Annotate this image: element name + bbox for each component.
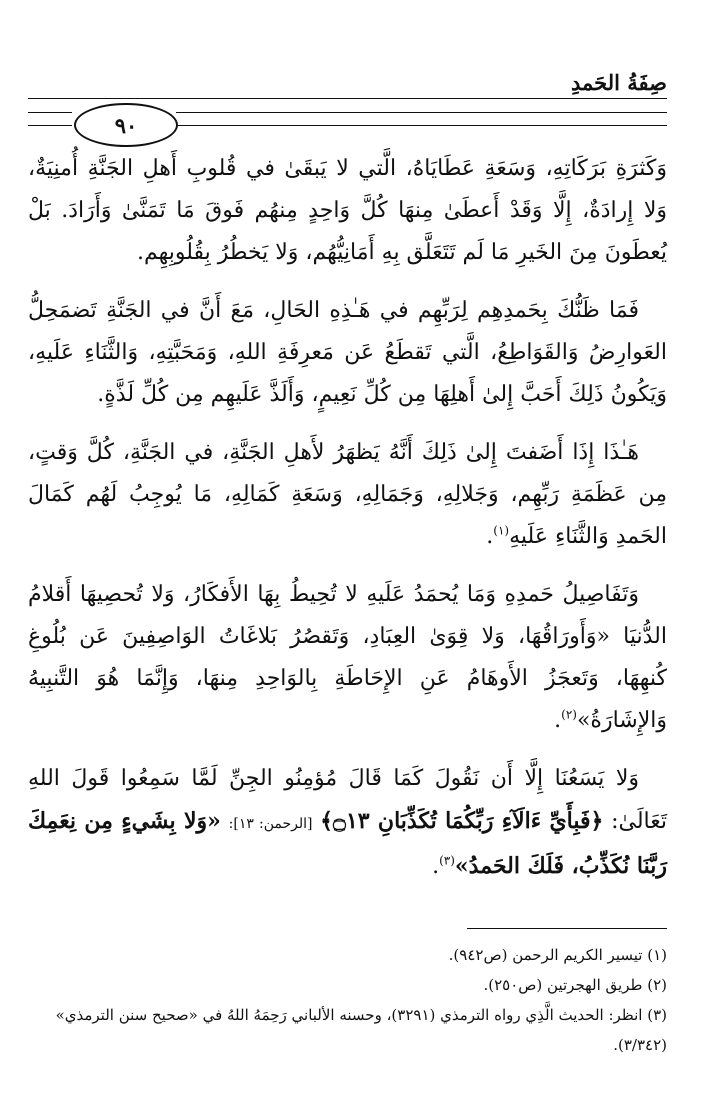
header-rule: [28, 98, 667, 99]
main-text: [28, 148, 667, 904]
paragraph-5-intro: وَلا يَسَعُنَا إِلَّا أَن نَقُولَ كَمَا قَالَ مُؤمِنُو الجِنِّ لَمَّا سَمِعُوا قَولَ اللهِ تَعَالَىٰ:: [28, 766, 668, 834]
verse-citation: [الرحمن: ١٣]:: [228, 816, 313, 832]
footnotes: [28, 940, 667, 1060]
quran-verse: ﴿فَبِأَيِّ ءَالَآءِ رَبِّكُمَا تُكَذِّبَانِ ۝١٣﴾: [320, 808, 604, 834]
jinn-quote: «وَلا بِشَيءٍ مِن نِعَمِكَ رَبَّنَا نُكَذِّبُ، فَلَكَ الحَمدُ»: [28, 808, 667, 879]
paragraph-3: هَـٰذَا إِذَا أَضَفتَ إِلىٰ ذَلِكَ أَنَّهُ يَظهَرُ لأَهلِ الجَنَّةِ، في الجَنَّةِ، كُلَّ وَقتٍ، مِن عَظَمَةِ رَبِّهِم، وَجَلالِهِ، وَجَمَالِهِ، وَسَعَةِ كَمَالِهِ، مَا يُوجِبُ لَهُم كَمَالَ الحَمدِ وَالثَّنَاءِ عَلَيهِ$^{(١)}$.: [28, 440, 667, 549]
paragraph-2: [28, 290, 667, 416]
footnote-ref-3: (٣): [439, 853, 455, 868]
page-number: ٩٠: [114, 112, 138, 138]
footnote-1: (١) تيسير الكريم الرحمن (ص٩٤٢).: [448, 946, 667, 964]
footnote-3: (٣) انظر: الحديث الَّذِي رواه الترمذي (٣٢٩١)، وحسنه الألباني رَحِمَهُ اللهُ في «صحيح سنن الترمذي» (٣/٣٤٢).: [55, 1006, 667, 1054]
footnote-2: (٢) طريق الهجرتين (ص٢٥٠).: [483, 976, 667, 994]
paragraph-3-text: هَـٰذَا إِذَا أَضَفتَ إِلىٰ ذَلِكَ أَنَّهُ يَظهَرُ لأَهلِ الجَنَّةِ، في الجَنَّةِ، كُلَّ وَقتٍ، مِن عَظَمَةِ رَبِّهِم، وَجَلالِهِ، وَجَمَالِهِ، وَسَعَةِ كَمَالِهِ، مَا يُوجِبُ لَهُم كَمَالَ الحَمدِ وَالثَّنَاءِ عَلَيهِ: [28, 440, 667, 549]
paragraph-4-text: وَتَفَاصِيلُ حَمدِهِ وَمَا يُحمَدُ عَلَيهِ لا تُحِيطُ بِهَا الأَفكَارُ، وَلا تُحصِيهَا أَقلامُ الدُّنيَا «وَأَورَاقُهَا، وَلا قِوَىٰ العِبَادِ، وَتَقصُرُ بَلاغَاتُ الوَاصِفِينَ عَن بُلُوغِ كُنهِهَا، وَتَعجَزُ الأَوهَامُ عَنِ الإِحَاطَةِ بِالوَاحِدِ مِنهَا، وَإِنَّمَا هُوَ التَّنبِيهُ وَالإِشَارَةُ»: [28, 582, 667, 733]
paragraph-4: وَتَفَاصِيلُ حَمدِهِ وَمَا يُحمَدُ عَلَيهِ لا تُحِيطُ بِهَا الأَفكَارُ، وَلا تُحصِيهَا أَقلامُ الدُّنيَا «وَأَورَاقُهَا، وَلا قِوَىٰ العِبَادِ، وَتَقصُرُ بَلاغَاتُ الوَاصِفِينَ عَن بُلُوغِ كُنهِهَا، وَتَعجَزُ الأَوهَامُ عَنِ الإِحَاطَةِ بِالوَاحِدِ مِنهَا، وَإِنَّمَا هُوَ التَّنبِيهُ وَالإِشَارَةُ»$^{(٢)}$.: [28, 582, 667, 733]
page-number-ornament-left: [28, 112, 72, 126]
paragraph-5: وَلا يَسَعُنَا إِلَّا أَن نَقُولَ كَمَا قَالَ مُؤمِنُو الجِنِّ لَمَّا سَمِعُوا قَولَ اللهِ تَعَالَىٰ: ﴿فَبِأَيِّ ءَالَآءِ رَبِّكُمَا تُكَذِّبَانِ ۝١٣﴾ [الرحمن: ١٣]: «وَلا بِشَيءٍ مِن نِعَمِكَ رَبَّنَا نُكَذِّبُ، فَلَكَ الحَمدُ»$^{(٣)}$.: [28, 766, 668, 879]
footnote-ref-1: (١): [493, 523, 510, 538]
paragraph-1-text: وَكَثرَةِ بَرَكَاتِهِ، وَسَعَةِ عَطَايَاهُ، الَّتي لا يَبقَىٰ في قُلوبِ أَهلِ الجَنَّةِ أُمنِيَةٌ، وَلا إِرادَةٌ، إِلَّا وَقَدْ أَعطَىٰ مِنهَا كُلَّ وَاحِدٍ مِنهُم فَوقَ مَا تَمَنَّىٰ وَأَرَادَ. بَلْ يُعطَونَ مِنَ الخَيرِ مَا لَم تَتَعَلَّق بِهِ أَمَانِيُّهُم، وَلا يَخطُرُ بِقُلُوبِهِم.: [28, 156, 667, 265]
footnote-separator: [467, 928, 667, 929]
page-number-oval: [74, 103, 178, 147]
page-number-ornament-right: [176, 112, 667, 126]
paragraph-1: [28, 148, 667, 274]
footnote-ref-2: (٢): [561, 707, 577, 722]
paragraph-2-text: فَمَا ظَنُّكَ بِحَمدِهِم لِرَبِّهِم في هَـٰذِهِ الحَالِ، مَعَ أَنَّ في الجَنَّةِ تَضمَحِلُّ العَوارِضُ وَالقَوَاطِعُ، الَّتي تَقطَعُ عَن مَعرِفَةِ اللهِ، وَمَحَبَّتِهِ، وَالثَّنَاءِ عَلَيهِ، وَيَكُونُ ذَلِكَ أَحَبَّ إِلىٰ أَهلِهَا مِن كُلِّ نَعِيمٍ، وَأَلَذَّ عَلَيهِم مِن كُلِّ لَذَّةٍ.: [28, 298, 667, 407]
running-header-title: صِفَةُ الحَمدِ: [571, 70, 667, 95]
